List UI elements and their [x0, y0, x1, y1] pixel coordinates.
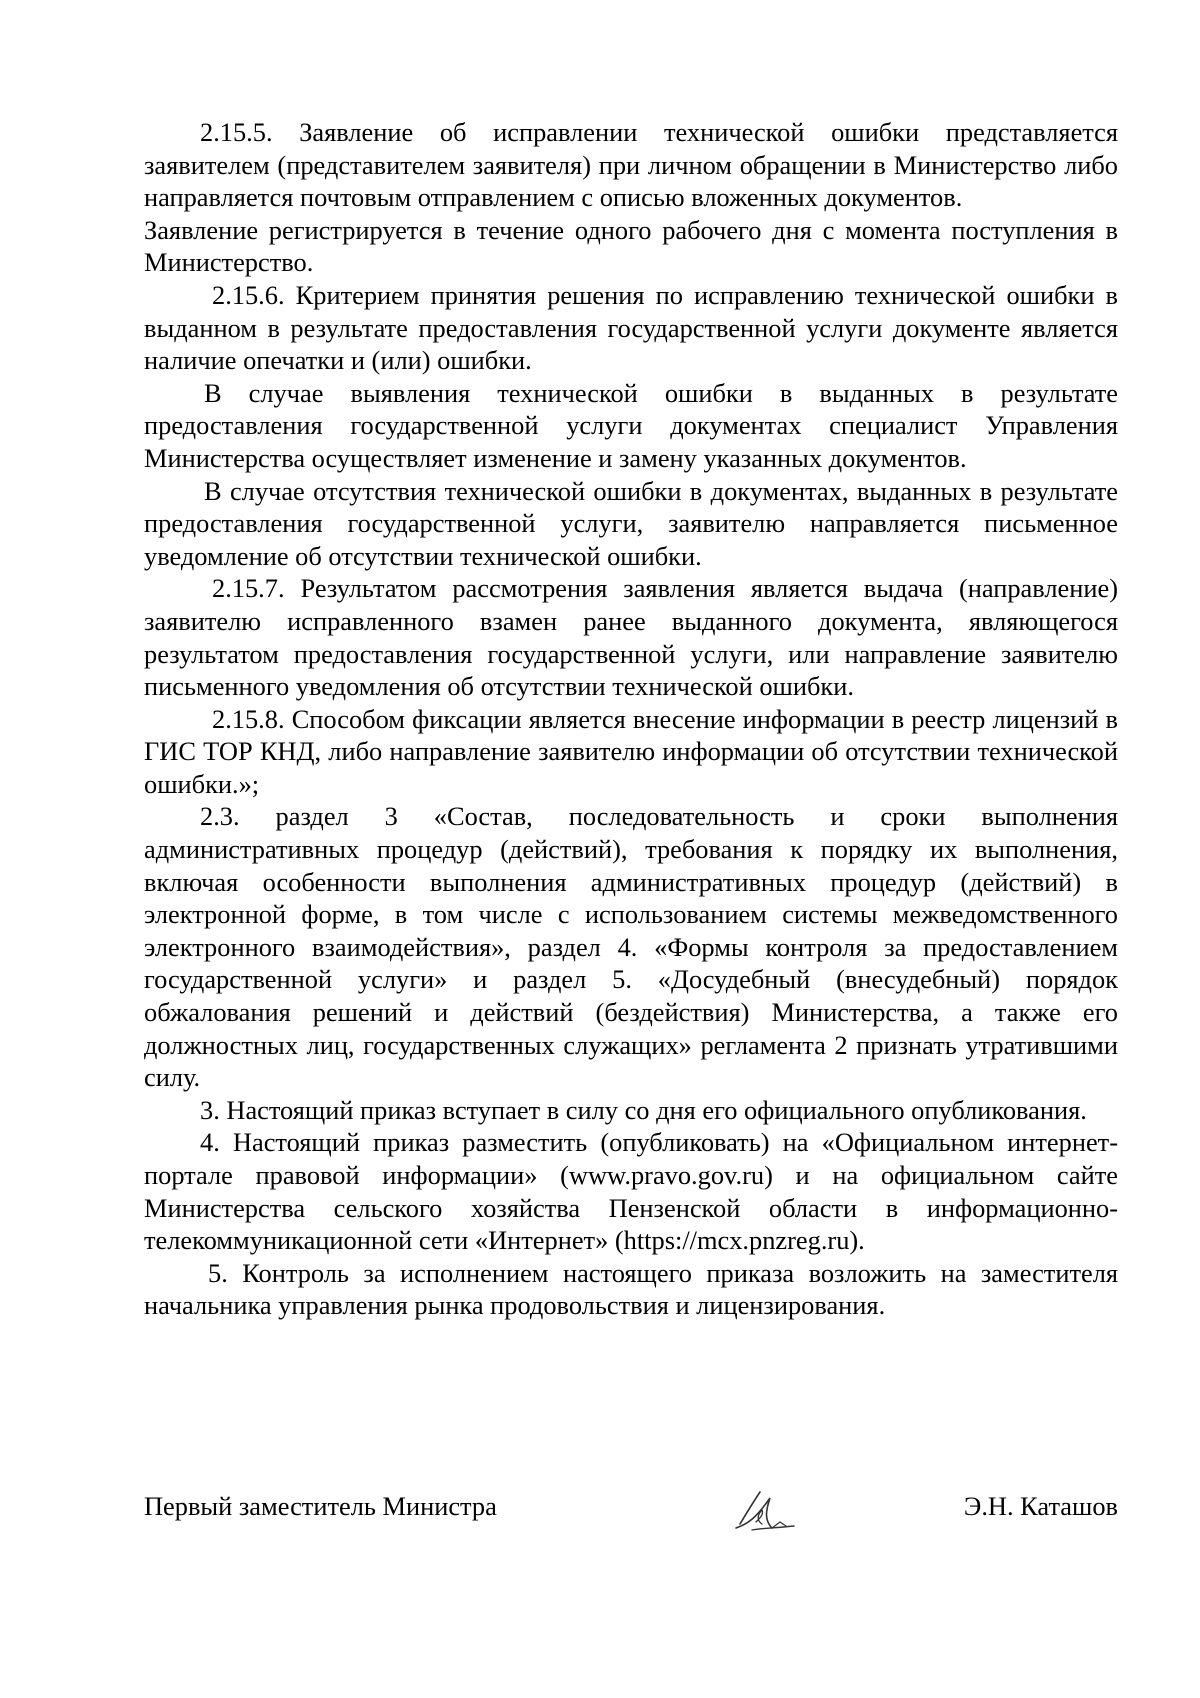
handwritten-signature-icon: [726, 1484, 810, 1540]
document-body: [144, 116, 1118, 1322]
paragraph-5: 5. Контроль за исполнением настоящего приказа возложить на заместителя начальника управления рынка продовольствия и лицензирования.: [144, 1257, 1118, 1321]
paragraph-2-3: 2.3. раздел 3 «Состав, последовательность и сроки выполнения административных процедур (действий), требования к порядку их выполнения, включая особенности выполнения административных процедур (действий) в электронной форме, в том числе с использованием системы межведомственного электронного взаимодействия», раздел 4. «Формы контроля за предоставлением государственной услуги» и раздел 5. «Досудебный (внесудебный) порядок обжалования решений и действий (бездействия) Министерства, а также его должностных лиц, государственных служащих» регламента 2 признать утратившими силу.: [144, 801, 1118, 1093]
paragraph-2-15-5: 2.15.5. Заявление об исправлении технической ошибки представляется заявителем (представителем заявителя) при личном обращении в Министерство либо направляется почтовым отправлением с описью вложенных документов.: [144, 117, 1118, 213]
paragraph-4: 4. Настоящий приказ разместить (опубликовать) на «Официальном интернет-портале правовой информации» (www.pravo.gov.ru) и на официальном сайте Министерства сельского хозяйства Пензенской области в информационно-телекоммуникационной сети «Интернет» (https://mcx.pnzreg.ru).: [144, 1127, 1118, 1256]
paragraph-2-15-6: 2.15.6. Критерием принятия решения по исправлению технической ошибки в выданном в результате предоставления государственной услуги документе является наличие опечатки и (или) ошибки.: [144, 279, 1118, 376]
paragraph-2-15-7: 2.15.7. Результатом рассмотрения заявления является выдача (направление) заявителю исправленного взамен ранее выданного документа, являющегося результатом предоставления государственной услуги, или направление заявителю письменного уведомления об отсутствии технической ошибки.: [144, 573, 1118, 702]
paragraph-registration: Заявление регистрируется в течение одного рабочего дня с момента поступления в Министерство.: [144, 214, 1118, 278]
signatory-name: Э.Н. Каташов: [963, 1491, 1118, 1521]
paragraph-2-15-8: 2.15.8. Способом фиксации является внесение информации в реестр лицензий в ГИС ТОР КНД, либо направление заявителю информации об отсутствии технической ошибки.»;: [144, 703, 1118, 799]
signature-block: [144, 1484, 1118, 1544]
paragraph-error-absent: В случае отсутствия технической ошибки в документах, выданных в результате предоставления государственной услуги, заявителю направляется письменное уведомление об отсутствии технической ошибки.: [144, 475, 1118, 571]
paragraph-3: 3. Настоящий приказ вступает в силу со дня его официального опубликования.: [200, 1094, 1087, 1125]
paragraph-error-detected: В случае выявления технической ошибки в выданных в результате предоставления государственной услуги документах специалист Управления Министерства осуществляет изменение и замену указанных документов.: [144, 377, 1118, 473]
signatory-role: Первый заместитель Министра: [144, 1491, 497, 1521]
